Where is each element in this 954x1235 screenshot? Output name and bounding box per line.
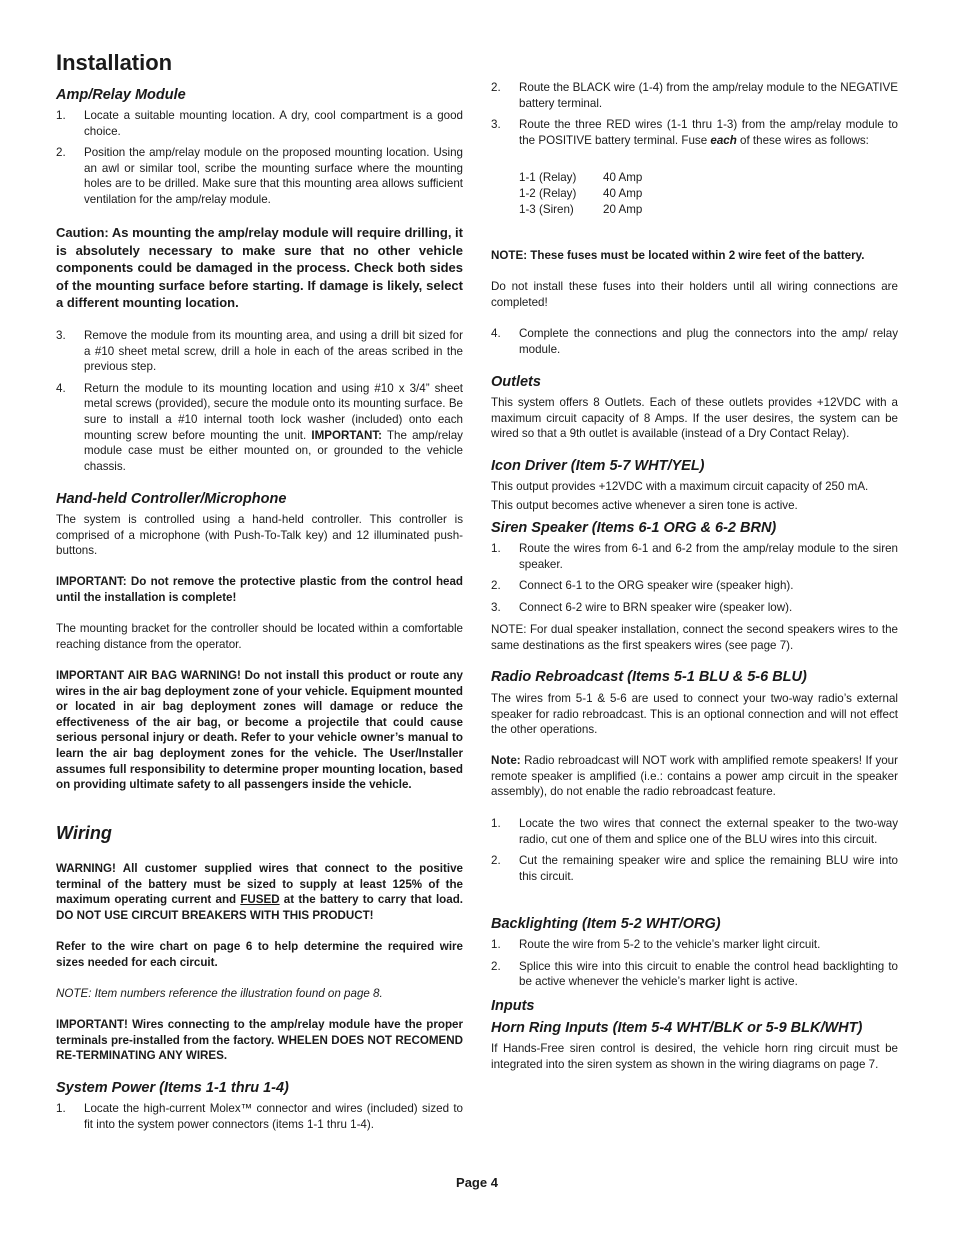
controller-bracket: The mounting bracket for the controller should be located within a comfortable reaching distance from the operator.	[56, 622, 463, 651]
siren-steps	[491, 541, 898, 621]
caution-text: Caution: As mounting the amp/relay module will require drilling, it is absolutely necessary to make sure that no other vehicle components could be damaged in the process. Check both sides of the mounting surface before starting. If damage is likely, select a different mounting location.	[56, 225, 463, 310]
system-power-steps	[491, 80, 898, 154]
list-item: 1. Route the wires from 6-1 and 6-2 from the amp/relay module to the siren speaker.	[491, 542, 898, 571]
wiring-note: NOTE: Item numbers reference the illustration found on page 8.	[56, 987, 383, 1000]
icon-driver-line2: This output becomes active whenever a siren tone is active.	[491, 499, 798, 512]
amp-relay-steps-a	[56, 108, 463, 214]
list-item: 2. Position the amp/relay module on the proposed mounting location. Using an awl or similar tool, scribe the mounting surface where the mounting holes are to be drilled. Make sure that this mounting area allows sufficient ventilation for the amp/relay module.	[56, 146, 463, 206]
wiring-refer: Refer to the wire chart on page 6 to help determine the required wire sizes needed for each circuit.	[56, 940, 463, 969]
list-item: 1. Locate the high-current Molex™ connector and wires (included) sized to fit into the system power connectors (items 1-1 thru 1-4).	[56, 1102, 463, 1131]
system-power-step-1	[56, 1101, 463, 1138]
radio-steps	[491, 816, 898, 890]
fuse-table	[491, 170, 898, 217]
amp-relay-steps-b	[56, 328, 463, 480]
list-item: 3. Route the three RED wires (1-1 thru 1-3) from the amp/relay module to the POSITIVE battery terminal. Fuse each of these wires as follows:	[491, 118, 898, 147]
inputs-heading: Inputs	[491, 998, 535, 1014]
list-item: 2. Cut the remaining speaker wire and splice the remaining BLU wire into this circuit.	[491, 854, 898, 883]
horn-ring-heading: Horn Ring Inputs (Item 5-4 WHT/BLK or 5-9 BLK/WHT)	[491, 1020, 863, 1036]
siren-heading: Siren Speaker (Items 6-1 ORG & 6-2 BRN)	[491, 520, 777, 536]
system-power-heading: System Power (Items 1-1 thru 1-4)	[56, 1080, 289, 1096]
fuse-note: NOTE: These fuses must be located within 2 wire feet of the battery.	[491, 249, 865, 262]
backlighting-steps	[491, 937, 898, 996]
airbag-warning: IMPORTANT AIR BAG WARNING! Do not install this product or route any wires in the air bag deployment zone of your vehicle. Equipment mounted or located in air bag deployment zones will damage or reduce the effectiveness of the air bag, or become a projectile that could cause serious personal injury or death. Refer to your vehicle owner’s manual to learn the air bag deployment zones for the vehicle. The User/Installer assumes full responsibility to determine proper mounting location, based on providing ultimate safety to all passengers inside the vehicle.	[56, 669, 463, 792]
list-item: 3. Remove the module from its mounting area, and using a drill bit sized for a #10 sheet metal screw, drill a hole in each of the areas scribed in the previous step.	[56, 329, 463, 374]
controller-important: IMPORTANT: Do not remove the protective plastic from the control head until the installation is complete!	[56, 575, 463, 604]
fuse-do-not: Do not install these fuses into their holders until all wiring connections are completed!	[491, 280, 898, 309]
list-item: 2. Splice this wire into this circuit to enable the control head backlighting to be active whenever the vehicle’s marker light is active.	[491, 959, 898, 989]
list-item: 2. Connect 6-1 to the ORG speaker wire (speaker high).	[491, 579, 794, 593]
list-item: 1. Locate a suitable mounting location. A dry, cool compartment is a good choice.	[56, 109, 463, 138]
list-item: 1. Locate the two wires that connect the external speaker to the two-way radio, cut one of them and splice one of the BLU wires into this circuit.	[491, 817, 898, 846]
list-item: 3. Connect 6-2 wire to BRN speaker wire (speaker low).	[491, 600, 793, 614]
wiring-heading: Wiring	[56, 823, 112, 843]
page-number: Page 4	[456, 1175, 498, 1190]
list-item: 2. Route the BLACK wire (1-4) from the amp/relay module to the NEGATIVE battery terminal.	[491, 81, 898, 110]
list-item: 4. Return the module to its mounting location and using #10 x 3/4” sheet metal screws (provided), secure the module onto its mounting surface. Be sure to install a #10 internal tooth lock washer (included) onto each mounting screw before mounting the unit. IMPORTANT: The amp/relay module case must be either mounted on, or grounded to the vehicle chassis.	[56, 381, 463, 473]
radio-note: Note: Radio rebroadcast will NOT work with amplified remote speakers! If your remote speaker is amplified (i.e.: contains a power amp circuit in the speaker assembly), do not enable the radio rebroadcast feature.	[491, 754, 898, 799]
siren-note: NOTE: For dual speaker installation, connect the second speakers wires to the same destinations as the first speakers wires (see page 7).	[491, 623, 898, 652]
fuse-row: 1-1 (Relay) 40 Amp	[519, 171, 643, 184]
wiring-important: IMPORTANT! Wires connecting to the amp/relay module have the proper terminals pre-installed from the factory. WHELEN DOES NOT RECOMEND RE-TERMINATING ANY WIRES.	[56, 1018, 463, 1063]
page-title: Installation	[56, 50, 173, 75]
horn-ring-text: If Hands-Free siren control is desired, the vehicle horn ring circuit must be integrated into the siren system as shown in the wiring diagrams on page 7.	[491, 1042, 898, 1071]
wiring-warning: WARNING! All customer supplied wires that connect to the positive terminal of the battery must be sized to supply at least 125% of the maximum operating current and FUSED at the battery to carry that load. DO NOT USE CIRCUIT BREAKERS WITH THIS PRODUCT!	[56, 862, 463, 922]
list-item: 4. Complete the connections and plug the connectors into the amp/ relay module.	[491, 327, 898, 356]
system-power-step-4	[491, 326, 898, 363]
icon-driver-heading: Icon Driver (Item 5-7 WHT/YEL)	[491, 458, 705, 474]
backlighting-heading: Backlighting (Item 5-2 WHT/ORG)	[491, 916, 721, 932]
icon-driver-line1: This output provides +12VDC with a maximum circuit capacity of 250 mA.	[491, 480, 869, 493]
outlets-text: This system offers 8 Outlets. Each of these outlets provides +12VDC with a maximum circuit capacity of 8 Amps. If the user desires, the system can be wired so that a 9th outlet is available (instead of a Dry Contact Relay).	[491, 396, 898, 441]
radio-heading: Radio Rebroadcast (Items 5-1 BLU & 5-6 BLU)	[491, 669, 807, 685]
fuse-row: 1-3 (Siren) 20 Amp	[519, 202, 643, 216]
list-item: 1. Route the wire from 5-2 to the vehicle’s marker light circuit.	[491, 938, 821, 951]
amp-relay-heading: Amp/Relay Module	[56, 87, 186, 103]
fuse-row: 1-2 (Relay) 40 Amp	[519, 186, 643, 200]
outlets-heading: Outlets	[491, 374, 541, 390]
controller-heading: Hand-held Controller/Microphone	[56, 491, 287, 507]
controller-intro: The system is controlled using a hand-held controller. This controller is comprised of a microphone (with Push-To-Talk key) and 12 illuminated push-buttons.	[56, 513, 463, 558]
radio-text: The wires from 5-1 & 5-6 are used to connect your two-way radio’s external speaker for radio rebroadcast. This is an optional connection and will not effect the other operations.	[491, 692, 898, 737]
